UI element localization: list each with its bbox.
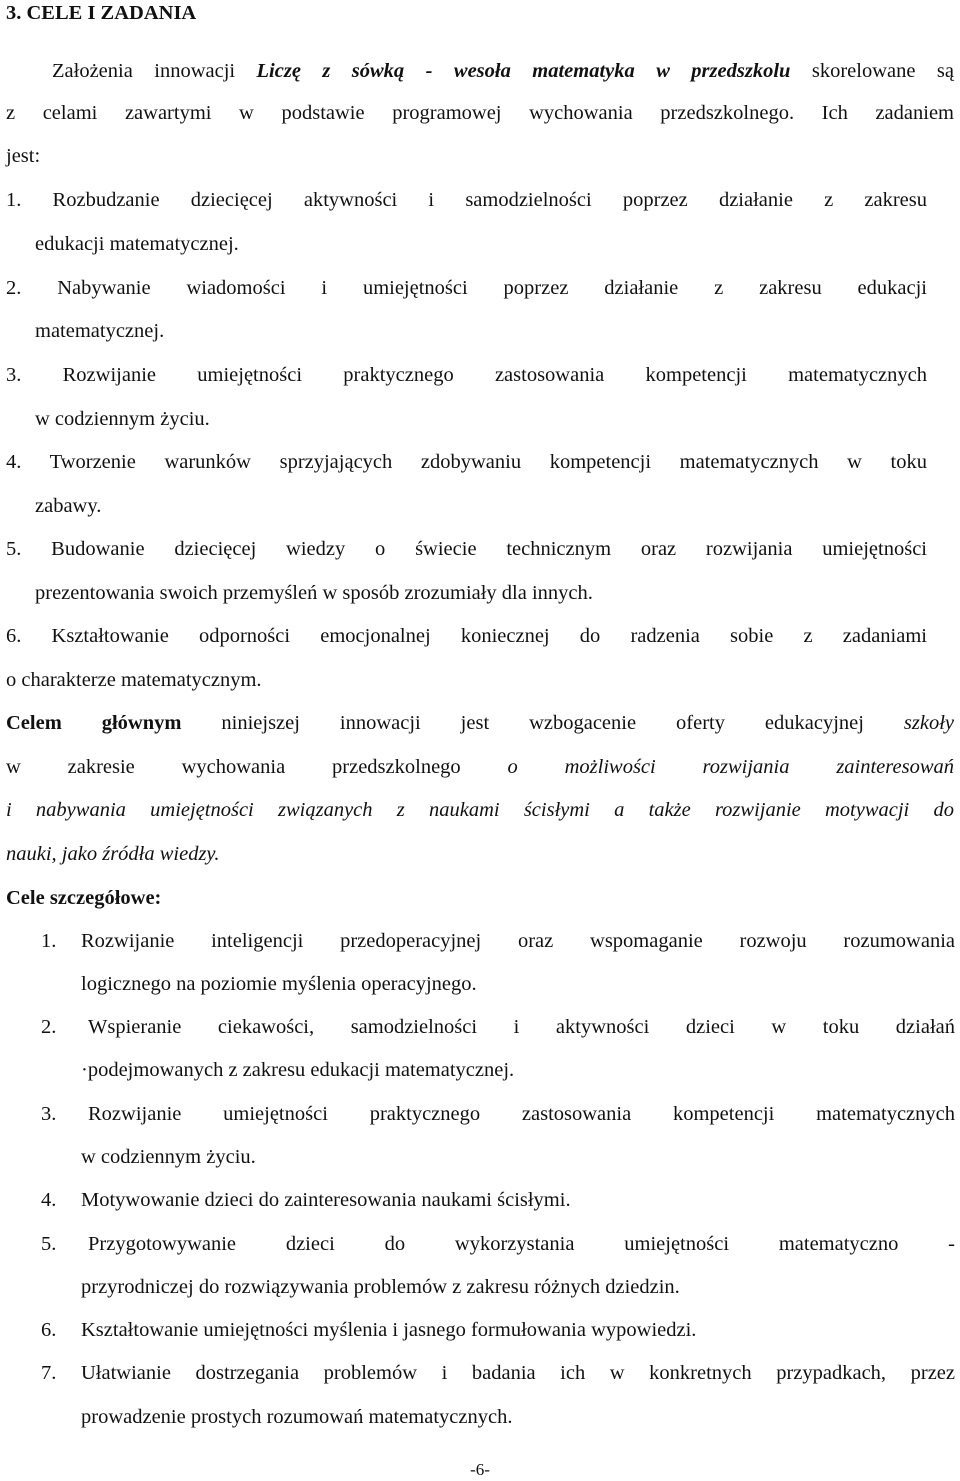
intro-line-2: z celami zawartymi w podstawie programowej wychowania przedszkolnego. Ich zadaniem — [6, 102, 954, 124]
main-goal-line-3: i nabywania umiejętności związanych z naukami ścisłymi a także rozwijanie motywacji do — [6, 799, 954, 821]
specific-3-line-2: w codziennym życiu. — [81, 1146, 256, 1168]
specific-2-number: 2. — [41, 1016, 57, 1038]
task-6-line-1: 6. Kształtowanie odporności emocjonalnej koniecznej do radzenia sobie z zadaniami — [6, 625, 927, 647]
main-goal-line-1: Celem głównym niniejszej innowacji jest wzbogacenie oferty edukacyjnej szkoły — [6, 712, 954, 734]
task-3-line-1: 3. Rozwijanie umiejętności praktycznego zastosowania kompetencji matematycznych — [6, 364, 927, 386]
specific-1-number: 1. — [41, 930, 57, 952]
task-3-line-2: w codziennym życiu. — [35, 408, 210, 430]
task-6-line-2: o charakterze matematycznym. — [6, 669, 262, 691]
specific-1-line-2: logicznego na poziomie myślenia operacyjnego. — [81, 973, 477, 995]
specific-1-line-1: Rozwijanie inteligencji przedoperacyjnej oraz wspomaganie rozwoju rozumowania — [81, 930, 955, 952]
intro-line-3: jest: — [6, 145, 41, 167]
task-5-line-1: 5. Budowanie dziecięcej wiedzy o świecie technicznym oraz rozwijania umiejętności — [6, 538, 927, 560]
specific-6-line-1: Kształtowanie umiejętności myślenia i jasnego formułowania wypowiedzi. — [81, 1319, 697, 1341]
page-number: -6- — [470, 1460, 490, 1479]
specific-5-line-1: Przygotowywanie dzieci do wykorzystania umiejętności matematyczno - — [88, 1233, 955, 1255]
specific-5-line-2: przyrodniczej do rozwiązywania problemów z zakresu różnych dziedzin. — [81, 1276, 680, 1298]
specific-4-number: 4. — [41, 1189, 57, 1211]
task-4-line-2: zabawy. — [35, 495, 102, 517]
specific-7-number: 7. — [41, 1362, 57, 1384]
task-1-line-2: edukacji matematycznej. — [35, 233, 239, 255]
task-5-line-2: prezentowania swoich przemyśleń w sposób zrozumiały dla innych. — [35, 582, 593, 604]
specific-3-line-1: Rozwijanie umiejętności praktycznego zastosowania kompetencji matematycznych — [88, 1103, 955, 1125]
specific-7-line-1: Ułatwianie dostrzegania problemów i badania ich w konkretnych przypadkach, przez — [81, 1362, 955, 1384]
main-goal-line-4: nauki, jako źródła wiedzy. — [6, 843, 220, 865]
specific-2-line-1: Wspieranie ciekawości, samodzielności i aktywności dzieci w toku działań — [88, 1016, 955, 1038]
section-heading: 3. CELE I ZADANIA — [6, 2, 197, 24]
specific-2-line-2: ·podejmowanych z zakresu edukacji matematycznej. — [81, 1059, 515, 1081]
specific-4-line-1: Motywowanie dzieci do zainteresowania naukami ścisłymi. — [81, 1189, 571, 1211]
specific-5-number: 5. — [41, 1233, 57, 1255]
specific-6-number: 6. — [41, 1319, 57, 1341]
task-2-line-1: 2. Nabywanie wiadomości i umiejętności poprzez działanie z zakresu edukacji — [6, 277, 927, 299]
specific-3-number: 3. — [41, 1103, 57, 1125]
task-1-line-1: 1. Rozbudzanie dziecięcej aktywności i samodzielności poprzez działanie z zakresu — [6, 189, 927, 211]
task-4-line-1: 4. Tworzenie warunków sprzyjających zdobywaniu kompetencji matematycznych w toku — [6, 451, 927, 473]
main-goal-line-2: w zakresie wychowania przedszkolnego o możliwości rozwijania zainteresowań — [6, 756, 955, 778]
specific-7-line-2: prowadzenie prostych rozumowań matematycznych. — [81, 1406, 513, 1428]
intro-line-1: Założenia innowacji Liczę z sówką - wesoła matematyka w przedszkolu skorelowane są — [52, 60, 954, 82]
specific-goals-heading: Cele szczegółowe: — [6, 887, 162, 909]
task-2-line-2: matematycznej. — [35, 320, 165, 342]
